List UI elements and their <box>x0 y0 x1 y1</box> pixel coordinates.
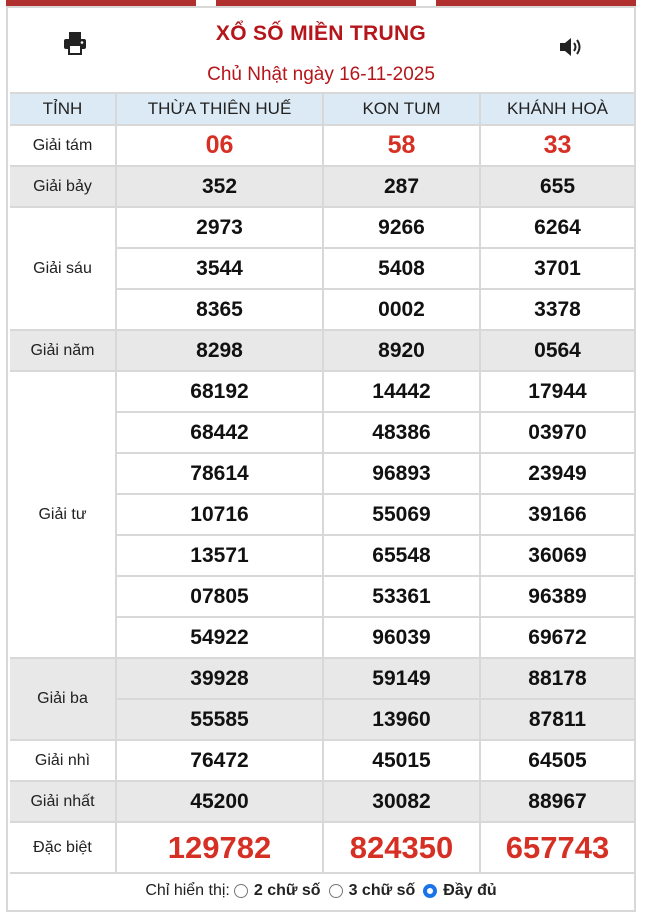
prize-number: 33 <box>481 126 634 167</box>
radio-2-digits[interactable] <box>234 884 248 898</box>
prize-number: 13571 <box>117 536 324 577</box>
prize-number: 6264 <box>481 208 634 249</box>
prize-number: 5408 <box>324 249 481 290</box>
row-special <box>10 823 634 874</box>
prize-number: 78614 <box>117 454 324 495</box>
row-g6 <box>10 208 634 249</box>
row-g7 <box>10 167 634 208</box>
speaker-icon[interactable] <box>558 35 584 59</box>
prize-number: 10716 <box>117 495 324 536</box>
prize-number: 0564 <box>481 331 634 372</box>
radio-3-digits[interactable] <box>329 884 343 898</box>
col-khanh-hoa: KHÁNH HOÀ <box>481 92 634 126</box>
prize-number: 2973 <box>117 208 324 249</box>
prize-number: 0002 <box>324 290 481 331</box>
results-table <box>10 92 634 874</box>
prize-number: 8365 <box>117 290 324 331</box>
option-full[interactable] <box>423 882 496 900</box>
prize-number: 96389 <box>481 577 634 618</box>
prize-label: Giải bảy <box>10 167 117 208</box>
row-g8 <box>10 126 634 167</box>
filter-label: Chỉ hiển thị: <box>145 882 230 899</box>
option-label: Đầy đủ <box>443 882 497 899</box>
prize-number: 58 <box>324 126 481 167</box>
prize-number: 45200 <box>117 782 324 823</box>
prize-number: 39928 <box>117 659 324 700</box>
col-kon-tum: KON TUM <box>324 92 481 126</box>
option-label: 2 chữ số <box>253 882 321 899</box>
prize-label: Đặc biệt <box>10 823 117 874</box>
display-filter <box>8 870 634 912</box>
row-g5 <box>10 331 634 372</box>
prize-number: 03970 <box>481 413 634 454</box>
special-prize-number: 657743 <box>481 823 634 874</box>
prize-number: 287 <box>324 167 481 208</box>
row-g4 <box>10 372 634 413</box>
prize-number: 88178 <box>481 659 634 700</box>
prize-number: 53361 <box>324 577 481 618</box>
prize-label: Giải tám <box>10 126 117 167</box>
row-g3 <box>10 659 634 700</box>
prize-number: 07805 <box>117 577 324 618</box>
prize-number: 352 <box>117 167 324 208</box>
prize-number: 96893 <box>324 454 481 495</box>
prize-number: 23949 <box>481 454 634 495</box>
prize-number: 48386 <box>324 413 481 454</box>
prize-label: Giải nhì <box>10 741 117 782</box>
prize-number: 59149 <box>324 659 481 700</box>
prize-label: Giải nhất <box>10 782 117 823</box>
row-g1 <box>10 782 634 823</box>
prize-number: 39166 <box>481 495 634 536</box>
prize-number: 13960 <box>324 700 481 741</box>
prize-number: 655 <box>481 167 634 208</box>
prize-number: 06 <box>117 126 324 167</box>
prize-number: 54922 <box>117 618 324 659</box>
table-header-row <box>10 92 634 126</box>
prize-number: 3544 <box>117 249 324 290</box>
prize-label: Giải sáu <box>10 208 117 331</box>
prize-number: 68192 <box>117 372 324 413</box>
prize-label: Giải tư <box>10 372 117 659</box>
prize-number: 3701 <box>481 249 634 290</box>
prize-label: Giải năm <box>10 331 117 372</box>
prize-label: Giải ba <box>10 659 117 741</box>
prize-number: 96039 <box>324 618 481 659</box>
prize-number: 87811 <box>481 700 634 741</box>
option-label: 3 chữ số <box>348 882 416 899</box>
prize-number: 36069 <box>481 536 634 577</box>
radio-full[interactable] <box>423 884 437 898</box>
row-g2 <box>10 741 634 782</box>
prize-number: 55585 <box>117 700 324 741</box>
prize-number: 14442 <box>324 372 481 413</box>
prize-number: 76472 <box>117 741 324 782</box>
col-province: TỈNH <box>10 92 117 126</box>
prize-number: 30082 <box>324 782 481 823</box>
prize-number: 69672 <box>481 618 634 659</box>
page-title: XỔ SỐ MIỀN TRUNG <box>215 22 427 45</box>
prize-number: 65548 <box>324 536 481 577</box>
prize-number: 68442 <box>117 413 324 454</box>
prize-number: 8298 <box>117 331 324 372</box>
option-2-digits[interactable] <box>234 882 321 900</box>
option-3-digits[interactable] <box>329 882 416 900</box>
prize-number: 17944 <box>481 372 634 413</box>
col-thua-thien-hue: THỪA THIÊN HUẾ <box>117 92 324 126</box>
prize-number: 64505 <box>481 741 634 782</box>
results-panel <box>6 6 636 912</box>
special-prize-number: 824350 <box>324 823 481 874</box>
prize-number: 3378 <box>481 290 634 331</box>
draw-date: Chủ Nhật ngày 16-11-2025 <box>207 64 435 85</box>
prize-number: 55069 <box>324 495 481 536</box>
prize-number: 45015 <box>324 741 481 782</box>
special-prize-number: 129782 <box>117 823 324 874</box>
header <box>8 8 634 92</box>
prize-number: 9266 <box>324 208 481 249</box>
prize-number: 8920 <box>324 331 481 372</box>
prize-number: 88967 <box>481 782 634 823</box>
